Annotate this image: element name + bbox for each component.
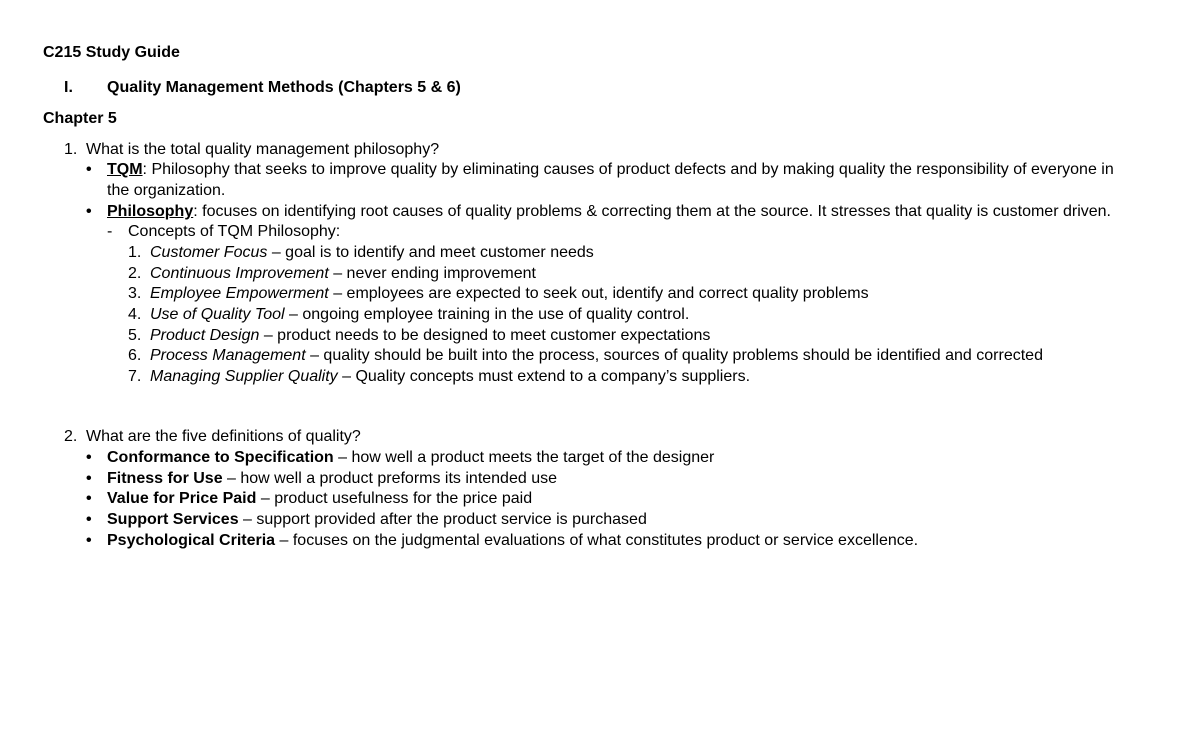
bullet-icon: •	[86, 532, 92, 549]
section-title: Quality Management Methods (Chapters 5 & 6)	[107, 79, 461, 96]
concept-number: 3.	[128, 285, 142, 302]
concept-number: 4.	[128, 306, 142, 323]
tqm-text: : Philosophy that seeks to improve quality by eliminating causes of product defects and by making quality the responsibility of everyone in	[142, 161, 1114, 178]
concept-item	[128, 326, 141, 347]
concept-item	[128, 284, 141, 305]
concept-number: 2.	[128, 265, 142, 282]
concept-item	[128, 264, 141, 285]
chapter-heading: Chapter 5	[43, 110, 117, 127]
concept-number: 7.	[128, 368, 142, 385]
concept-item	[128, 305, 141, 326]
quality-definition-item	[107, 489, 532, 510]
definition-desc: – how well a product preforms its intended use	[222, 470, 557, 487]
concept-item-text	[150, 326, 710, 347]
concepts-label: Concepts of TQM Philosophy:	[128, 223, 341, 240]
philosophy-text: : focuses on identifying root causes of quality problems & correcting them at the source. It stresses that quality is customer driven.	[193, 203, 1111, 220]
concept-desc: – never ending improvement	[328, 265, 536, 282]
concept-term: Process Management	[150, 347, 306, 364]
concept-desc: – Quality concepts must extend to a company’s suppliers.	[337, 368, 751, 385]
definition-desc: – product usefulness for the price paid	[256, 490, 533, 507]
concept-term: Use of Quality Tool	[150, 306, 285, 323]
concept-term: Customer Focus	[150, 244, 268, 261]
document-title: C215 Study Guide	[43, 44, 180, 61]
concept-term: Product Design	[150, 327, 260, 344]
quality-definition-item	[107, 510, 647, 531]
definition-term: Psychological Criteria	[107, 532, 276, 549]
definition-term: Value for Price Paid	[107, 490, 257, 507]
concept-item	[128, 346, 141, 367]
concept-number: 1.	[128, 244, 142, 261]
bullet-icon: •	[86, 161, 92, 178]
bullet-icon: •	[86, 203, 92, 220]
concept-desc: – quality should be built into the process, sources of quality problems should be identified and corrected	[305, 347, 1043, 364]
concept-item-text	[150, 346, 1043, 367]
concept-item-text	[150, 264, 536, 285]
concept-desc: – product needs to be designed to meet customer expectations	[259, 327, 711, 344]
concept-item	[128, 367, 141, 388]
definition-desc: – support provided after the product service is purchased	[238, 511, 647, 528]
question-1-text: What is the total quality management philosophy?	[86, 141, 440, 158]
concept-term: Continuous Improvement	[150, 265, 329, 282]
question-2-number: 2.	[64, 428, 78, 445]
concept-item-text	[150, 243, 594, 264]
dash-marker: -	[107, 223, 113, 240]
section-numeral: I.	[64, 79, 73, 96]
definition-desc: – focuses on the judgmental evaluations of what constitutes product or service excellence.	[275, 532, 919, 549]
concept-item-text	[150, 284, 869, 305]
concept-term: Managing Supplier Quality	[150, 368, 338, 385]
concept-term: Employee Empowerment	[150, 285, 329, 302]
tqm-text-continued: the organization.	[107, 182, 226, 199]
definition-term: Fitness for Use	[107, 470, 223, 487]
concept-number: 5.	[128, 327, 142, 344]
philosophy-definition	[107, 202, 1111, 223]
philosophy-term: Philosophy	[107, 203, 194, 220]
quality-definition-item	[107, 448, 714, 469]
concept-desc: – ongoing employee training in the use of quality control.	[284, 306, 690, 323]
tqm-term: TQM	[107, 161, 143, 178]
concept-desc: – employees are expected to seek out, identify and correct quality problems	[328, 285, 869, 302]
concept-number: 6.	[128, 347, 142, 364]
quality-definition-item	[107, 531, 918, 552]
quality-definition-item	[107, 469, 557, 490]
bullet-icon: •	[86, 490, 92, 507]
bullet-icon: •	[86, 470, 92, 487]
tqm-definition	[107, 160, 1114, 181]
definition-term: Support Services	[107, 511, 239, 528]
bullet-icon: •	[86, 511, 92, 528]
definition-term: Conformance to Specification	[107, 449, 334, 466]
question-2-text: What are the five definitions of quality?	[86, 428, 361, 445]
concept-item	[128, 243, 141, 264]
concept-item-text	[150, 367, 750, 388]
definition-desc: – how well a product meets the target of the designer	[333, 449, 715, 466]
concept-item-text	[150, 305, 689, 326]
concept-desc: – goal is to identify and meet customer needs	[267, 244, 594, 261]
bullet-icon: •	[86, 449, 92, 466]
question-1-number: 1.	[64, 141, 78, 158]
